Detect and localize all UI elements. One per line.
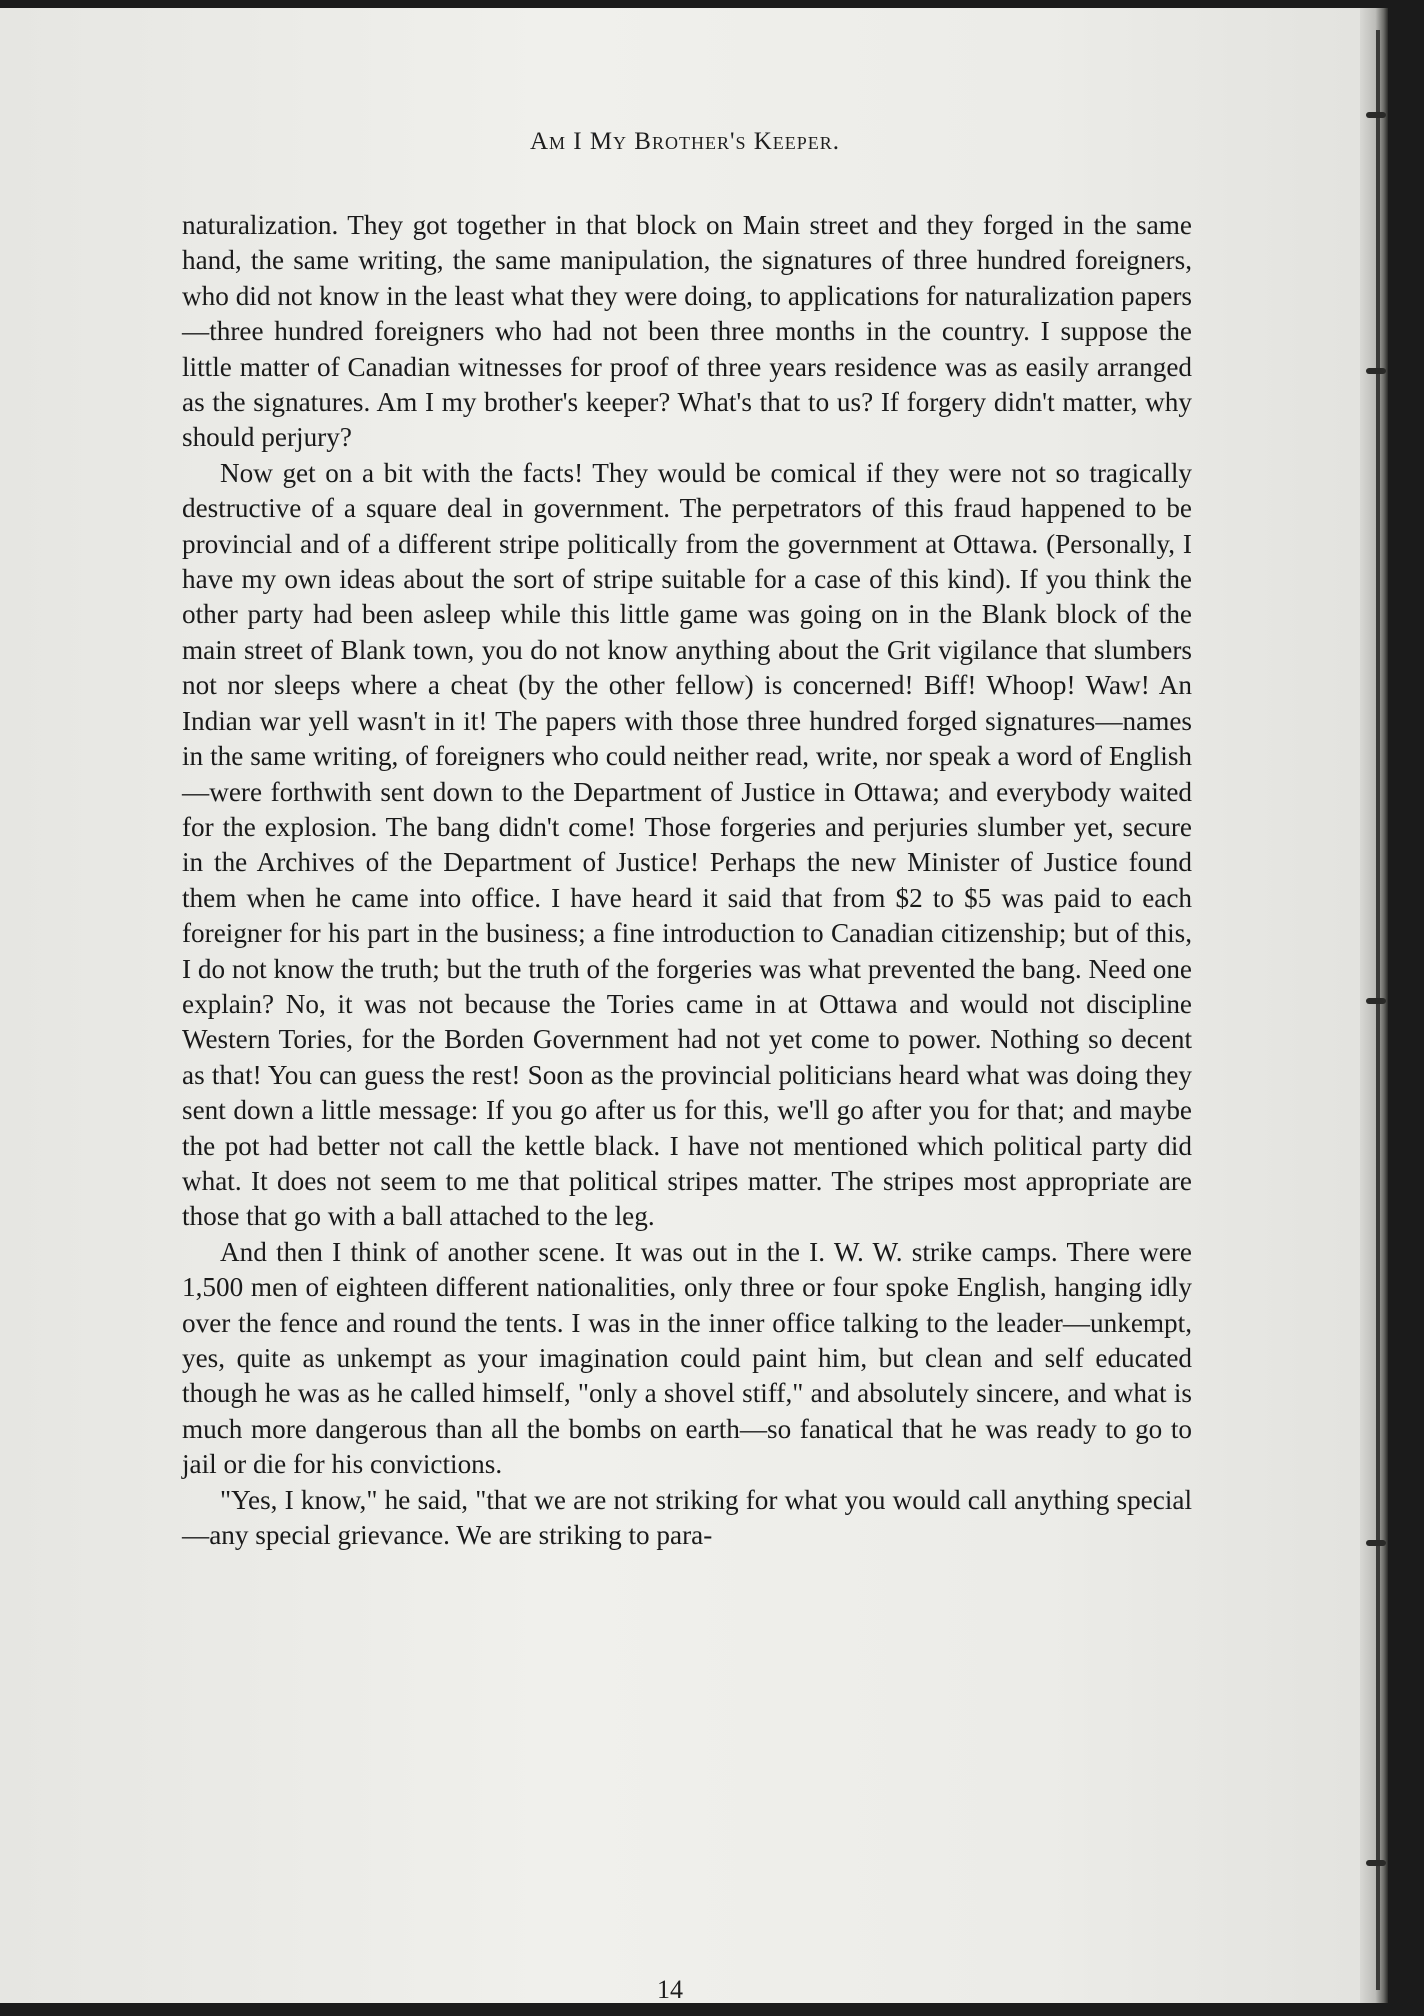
paragraph: "Yes, I know," he said, "that we are not striking for what you would call anything special—any special grievance. We are striking to para- — [182, 1484, 1192, 1551]
paragraph: Now get on a bit with the facts! They would be comical if they were not so tragically destructive of a square deal in government. The perpetrators of this fraud happened to be provincial and of a different stripe politically from the government at Ottawa. (Personally, I have my own ideas about the sort of stripe suitable for a case of this kind). If you think the other party had been asleep while this little game was going on in the Blank block of the main street of Blank town, you do not know anything about the Grit vigilance that slumbers not nor sleeps where a cheat (by the other fellow) is concerned! Biff! Whoop! Waw! An Indian war yell wasn't in it! The papers with those three hundred forged signatures—names in the same writing, of foreigners who could neither read, write, nor speak a word of English—were forthwith sent down to the Department of Justice in Ottawa; and everybody waited for the explosion. The bang didn't come! Those forgeries and perjuries slumber yet, secure in the Archives of the Department of Justice! Perhaps the new Minister of Justice found them when he came into office. I have heard it said that from $2 to $5 was paid to each foreigner for his part in the business; a fine introduction to Canadian citizenship; but of this, I do not know the truth; but the truth of the forgeries was what prevented the bang. Need one explain? No, it was not because the Tories came in at Ottawa and would not discipline Western Tories, for the Borden Government had not yet come to power. Nothing so decent as that! You can guess the rest! Soon as the provincial politicians heard what was doing they sent down a little message: If you go after us for this, we'll go after you for that; and maybe the pot had better not call the kettle black. I have not mentioned which political party did what. It does not seem to me that political stripes matter. The stripes most appropriate are those that go with a ball attached to the leg. — [182, 457, 1192, 1232]
page-number: 14 — [657, 1975, 683, 2004]
binding-stitch-mark — [1366, 1540, 1386, 1546]
running-head: Am I My Brother's Keeper. — [529, 128, 841, 155]
binding-stitch-mark — [1366, 998, 1386, 1004]
page-body — [182, 208, 1192, 1553]
page-binding-edge — [1360, 8, 1388, 2003]
binding-stitch-mark — [1366, 1860, 1386, 1866]
binding-stitch-mark — [1366, 112, 1386, 118]
paragraph: naturalization. They got together in that block on Main street and they forged in the same hand, the same writing, the same manipulation, the signatures of three hundred foreigners, who did not know in the least what they were doing, to applications for naturalization papers—three hundred foreigners who had not been three months in the country. I suppose the little matter of Canadian witnesses for proof of three years residence was as easily arranged as the signatures. Am I my brother's keeper? What's that to us? If forgery didn't matter, why should perjury? — [182, 210, 1192, 453]
binding-stitch-mark — [1366, 368, 1386, 374]
paragraph: And then I think of another scene. It was out in the I. W. W. strike camps. There were 1,500 men of eighteen different nationalities, only three or four spoke English, hanging idly over the fence and round the tents. I was in the inner office talking to the leader—unkempt, yes, quite as unkempt as your imagination could paint him, but clean and self educated though he was as he called himself, "only a shovel stiff," and absolutely sincere, and what is much more dangerous than all the bombs on earth—so fanatical that he was ready to go to jail or die for his convictions. — [182, 1236, 1192, 1480]
binding-spine-line — [1376, 30, 1380, 1990]
